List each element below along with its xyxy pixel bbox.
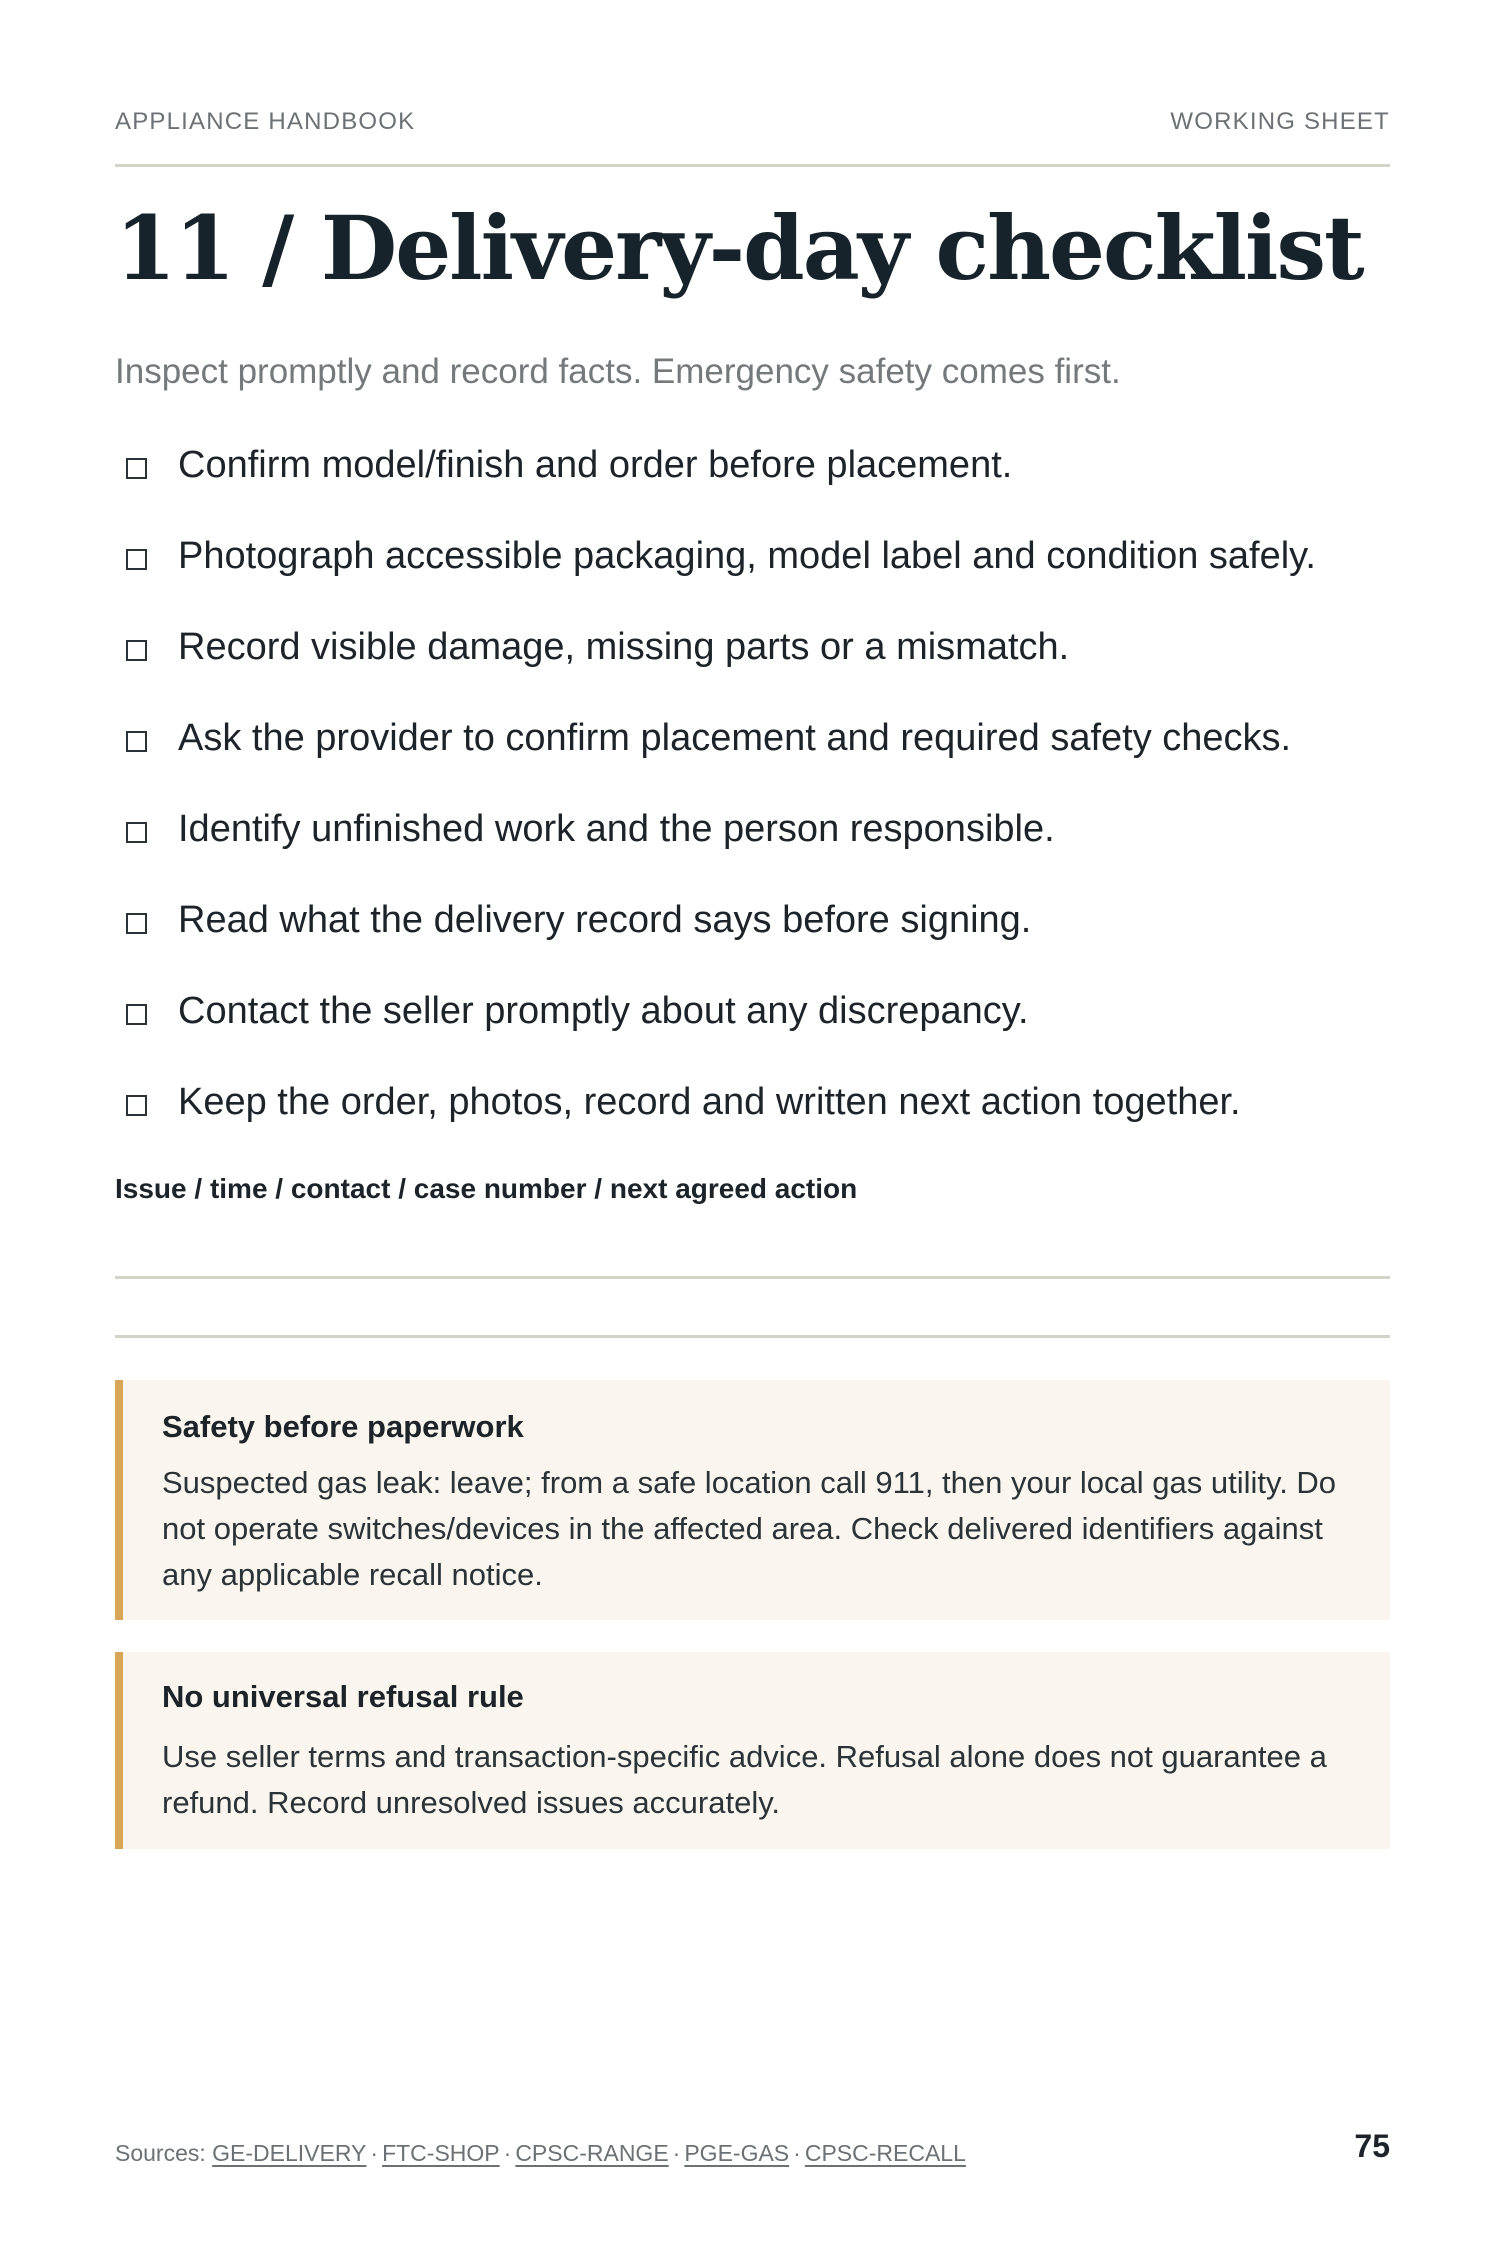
source-link-ftc-shop[interactable]: FTC-SHOP [382,2140,500,2166]
source-link-ge-delivery[interactable]: GE-DELIVERY [212,2140,367,2166]
checkbox-icon[interactable] [126,1004,147,1025]
checkbox-icon[interactable] [126,822,147,843]
header-book-title: APPLIANCE HANDBOOK [115,108,416,135]
checklist-item-label: Read what the delivery record says before signing. [178,899,1032,941]
checklist-item [115,1069,1390,1160]
checklist-item-label: Keep the order, photos, record and written next action together. [178,1081,1241,1123]
source-separator: · [793,2140,801,2166]
source-link-cpsc-range[interactable]: CPSC-RANGE [515,2140,669,2166]
issue-log-write-line[interactable] [115,1335,1390,1338]
page-number: 75 [1354,2128,1390,2164]
header-sheet-label: WORKING SHEET [1170,108,1390,135]
checklist-item-label: Identify unfinished work and the person responsible. [178,808,1055,850]
checklist-item [115,978,1390,1069]
checklist-item [115,614,1390,705]
callout-title: Safety before paperwork [162,1409,524,1444]
source-separator: · [370,2140,379,2166]
sources-label: Sources: [115,2140,206,2166]
page-title: 11 / Delivery-day checklist [115,196,1363,300]
checklist-item [115,705,1390,796]
issue-log-label: Issue / time / contact / case number / next agreed action [115,1173,858,1204]
checklist-item [115,523,1390,614]
checkbox-icon[interactable] [126,731,147,752]
checkbox-icon[interactable] [126,913,147,934]
checkbox-icon[interactable] [126,640,147,661]
checklist-item [115,887,1390,978]
page [115,0,1390,2250]
refusal-callout [115,1652,1390,1849]
issue-log-write-line[interactable] [115,1276,1390,1279]
delivery-checklist [115,432,1390,1160]
checkbox-icon[interactable] [126,458,147,479]
checklist-item-label: Photograph accessible packaging, model label and condition safely. [178,535,1316,577]
checklist-item-label: Confirm model/finish and order before placement. [178,444,1013,486]
checkbox-icon[interactable] [126,1095,147,1116]
header-divider [115,164,1390,167]
checklist-item [115,432,1390,523]
callout-body: Suspected gas leak: leave; from a safe location call 911, then your local gas utility. Do not operate switches/devices in the affected area. Check delivered identifiers against any applicable recall notice. [162,1465,1337,1592]
running-header [115,108,1390,168]
page-subtitle: Inspect promptly and record facts. Emergency safety comes first. [115,352,1121,391]
callout-body: Use seller terms and transaction-specific advice. Refusal alone does not guarantee a refund. Record unresolved issues accurately. [162,1739,1327,1820]
checklist-item [115,796,1390,887]
sources-footer [115,2140,966,2167]
source-separator: · [503,2140,512,2166]
callout-title: No universal refusal rule [162,1679,524,1714]
checklist-item-label: Record visible damage, missing parts or a mismatch. [178,626,1070,668]
source-link-pge-gas[interactable]: PGE-GAS [684,2140,790,2166]
checkbox-icon[interactable] [126,549,147,570]
safety-callout [115,1380,1390,1620]
source-link-cpsc-recall[interactable]: CPSC-RECALL [804,2140,966,2166]
checklist-item-label: Ask the provider to confirm placement and required safety checks. [178,717,1292,759]
source-separator: · [672,2140,681,2166]
checklist-item-label: Contact the seller promptly about any discrepancy. [178,990,1029,1032]
